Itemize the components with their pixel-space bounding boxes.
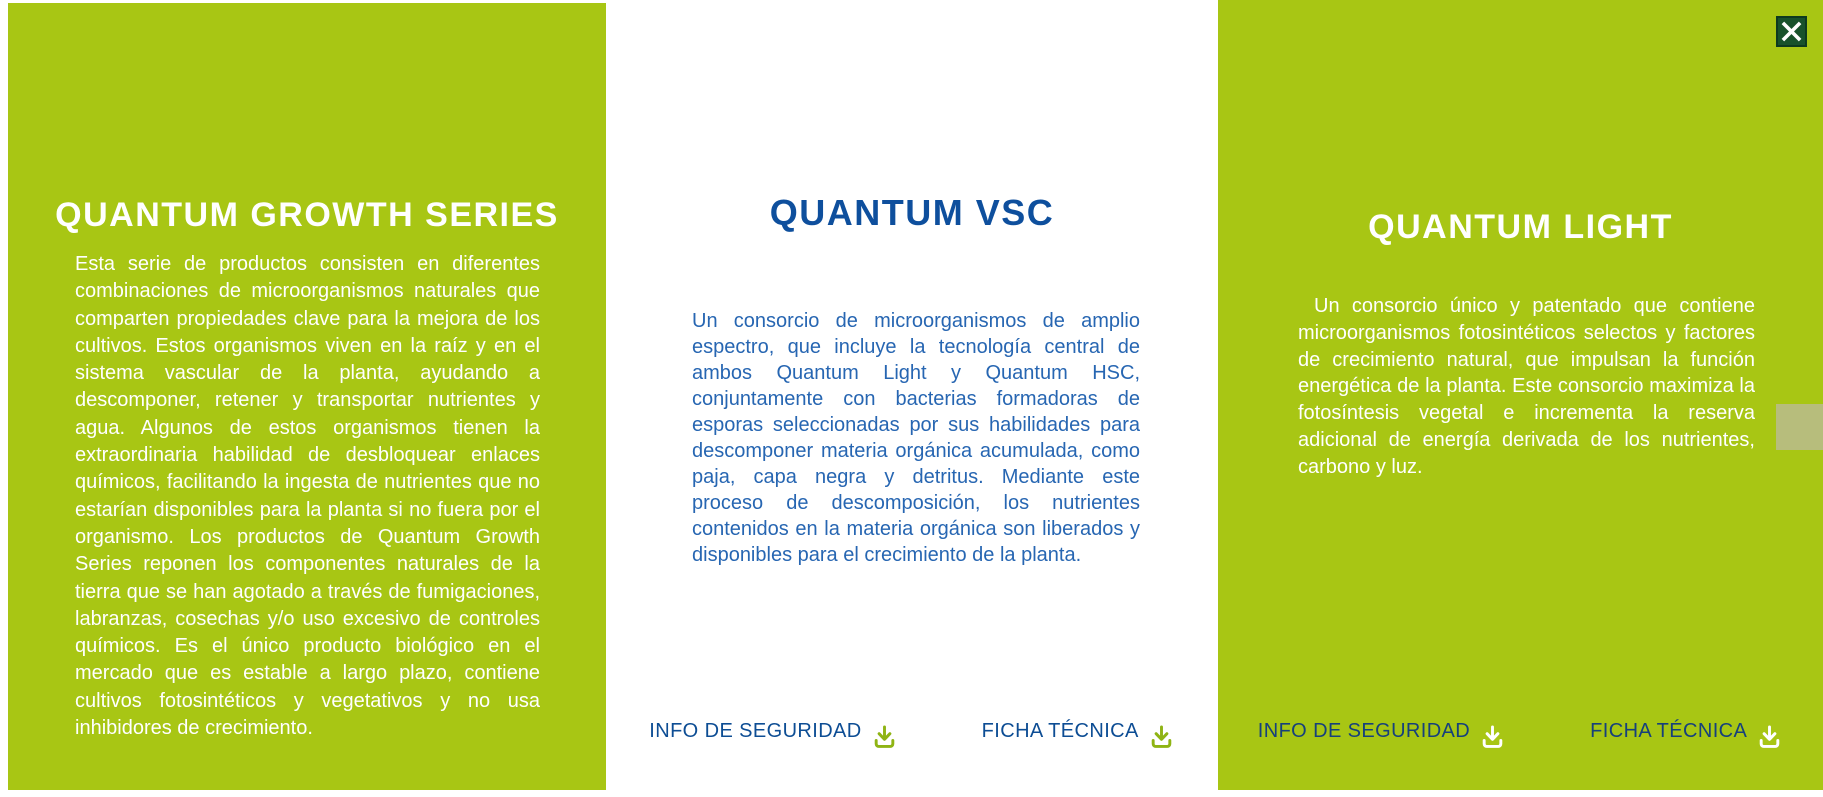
safety-info-link-label: INFO DE SEGURIDAD [1257,720,1471,742]
panel-title-quantum-growth-series: QUANTUM GROWTH SERIES [55,196,559,235]
download-icon [1148,723,1175,750]
technical-sheet-link-label: FICHA TÉCNICA [1590,720,1748,742]
panel-title-quantum-light: QUANTUM LIGHT [1368,208,1673,247]
panel-title-quantum-vsc: QUANTUM VSC [769,191,1055,233]
close-button[interactable] [1776,16,1807,47]
panel-quantum-vsc [606,0,1218,797]
scrollbar-thumb[interactable] [1776,404,1823,450]
safety-info-link[interactable] [1258,718,1506,745]
document-links-row [1218,718,1823,745]
panel-description-quantum-light: Un consorcio único y patentado que contiene microorganismos fotosintéticos selectos y factores de crecimiento natural, que impulsan la función energética de la planta. Este consorcio maximiza la fotosíntesis vegetal e incrementa la reserva adicional de energía derivada de los nutrientes, carbono y luz. [1298,295,1755,478]
panel-description-quantum-growth-series: Esta serie de productos consisten en diferentes combinaciones de microorganismos naturales que comparten propiedades clave para la mejora de los cultivos. Estos organismos viven en la raíz y en el sistema vascular de la planta, ayudando a descomponer, retener y transportar nutrientes y agua. Algunos de estos organismos tienen la extraordinaria habilidad de desbloquear enlaces químicos, facilitando la ingesta de nutrientes que no estarían disponibles para la planta si no fuera por el organismo. Los productos de Quantum Growth Series reponen los componentes naturales de la tierra que se han agotado a través de fumigaciones, labranzas, cosechas y/o uso excesivo de controles químicos. Es el único producto biológico en el mercado que es estable a largo plazo, contiene cultivos fotosintéticos y vegetativos y no usa inhibidores de crecimiento. [75,253,540,740]
panel-quantum-growth-series [8,3,606,790]
panel-description-quantum-vsc: Un consorcio de microorganismos de amplio espectro, que incluye la tecnología central de ambos Quantum Light y Quantum HSC, conjuntamente con bacterias formadoras de esporas seleccionadas por sus habilidades para descomponer materia orgánica acumulada, como paja, capa negra y detritus. Mediante este proceso de descomposición, los nutrientes contenidos en la materia orgánica son liberados y disponibles para el crecimiento de la planta. [692,310,1140,566]
download-icon [1756,723,1783,750]
technical-sheet-link-label: FICHA TÉCNICA [981,720,1139,742]
panel-quantum-light [1218,0,1823,790]
download-icon [1479,723,1506,750]
safety-info-link[interactable] [649,718,897,745]
safety-info-link-label: INFO DE SEGURIDAD [649,720,862,742]
close-icon [1781,21,1802,42]
technical-sheet-link[interactable] [1590,718,1783,745]
technical-sheet-link[interactable] [982,718,1175,745]
download-icon [871,723,898,750]
document-links-row [606,718,1218,745]
